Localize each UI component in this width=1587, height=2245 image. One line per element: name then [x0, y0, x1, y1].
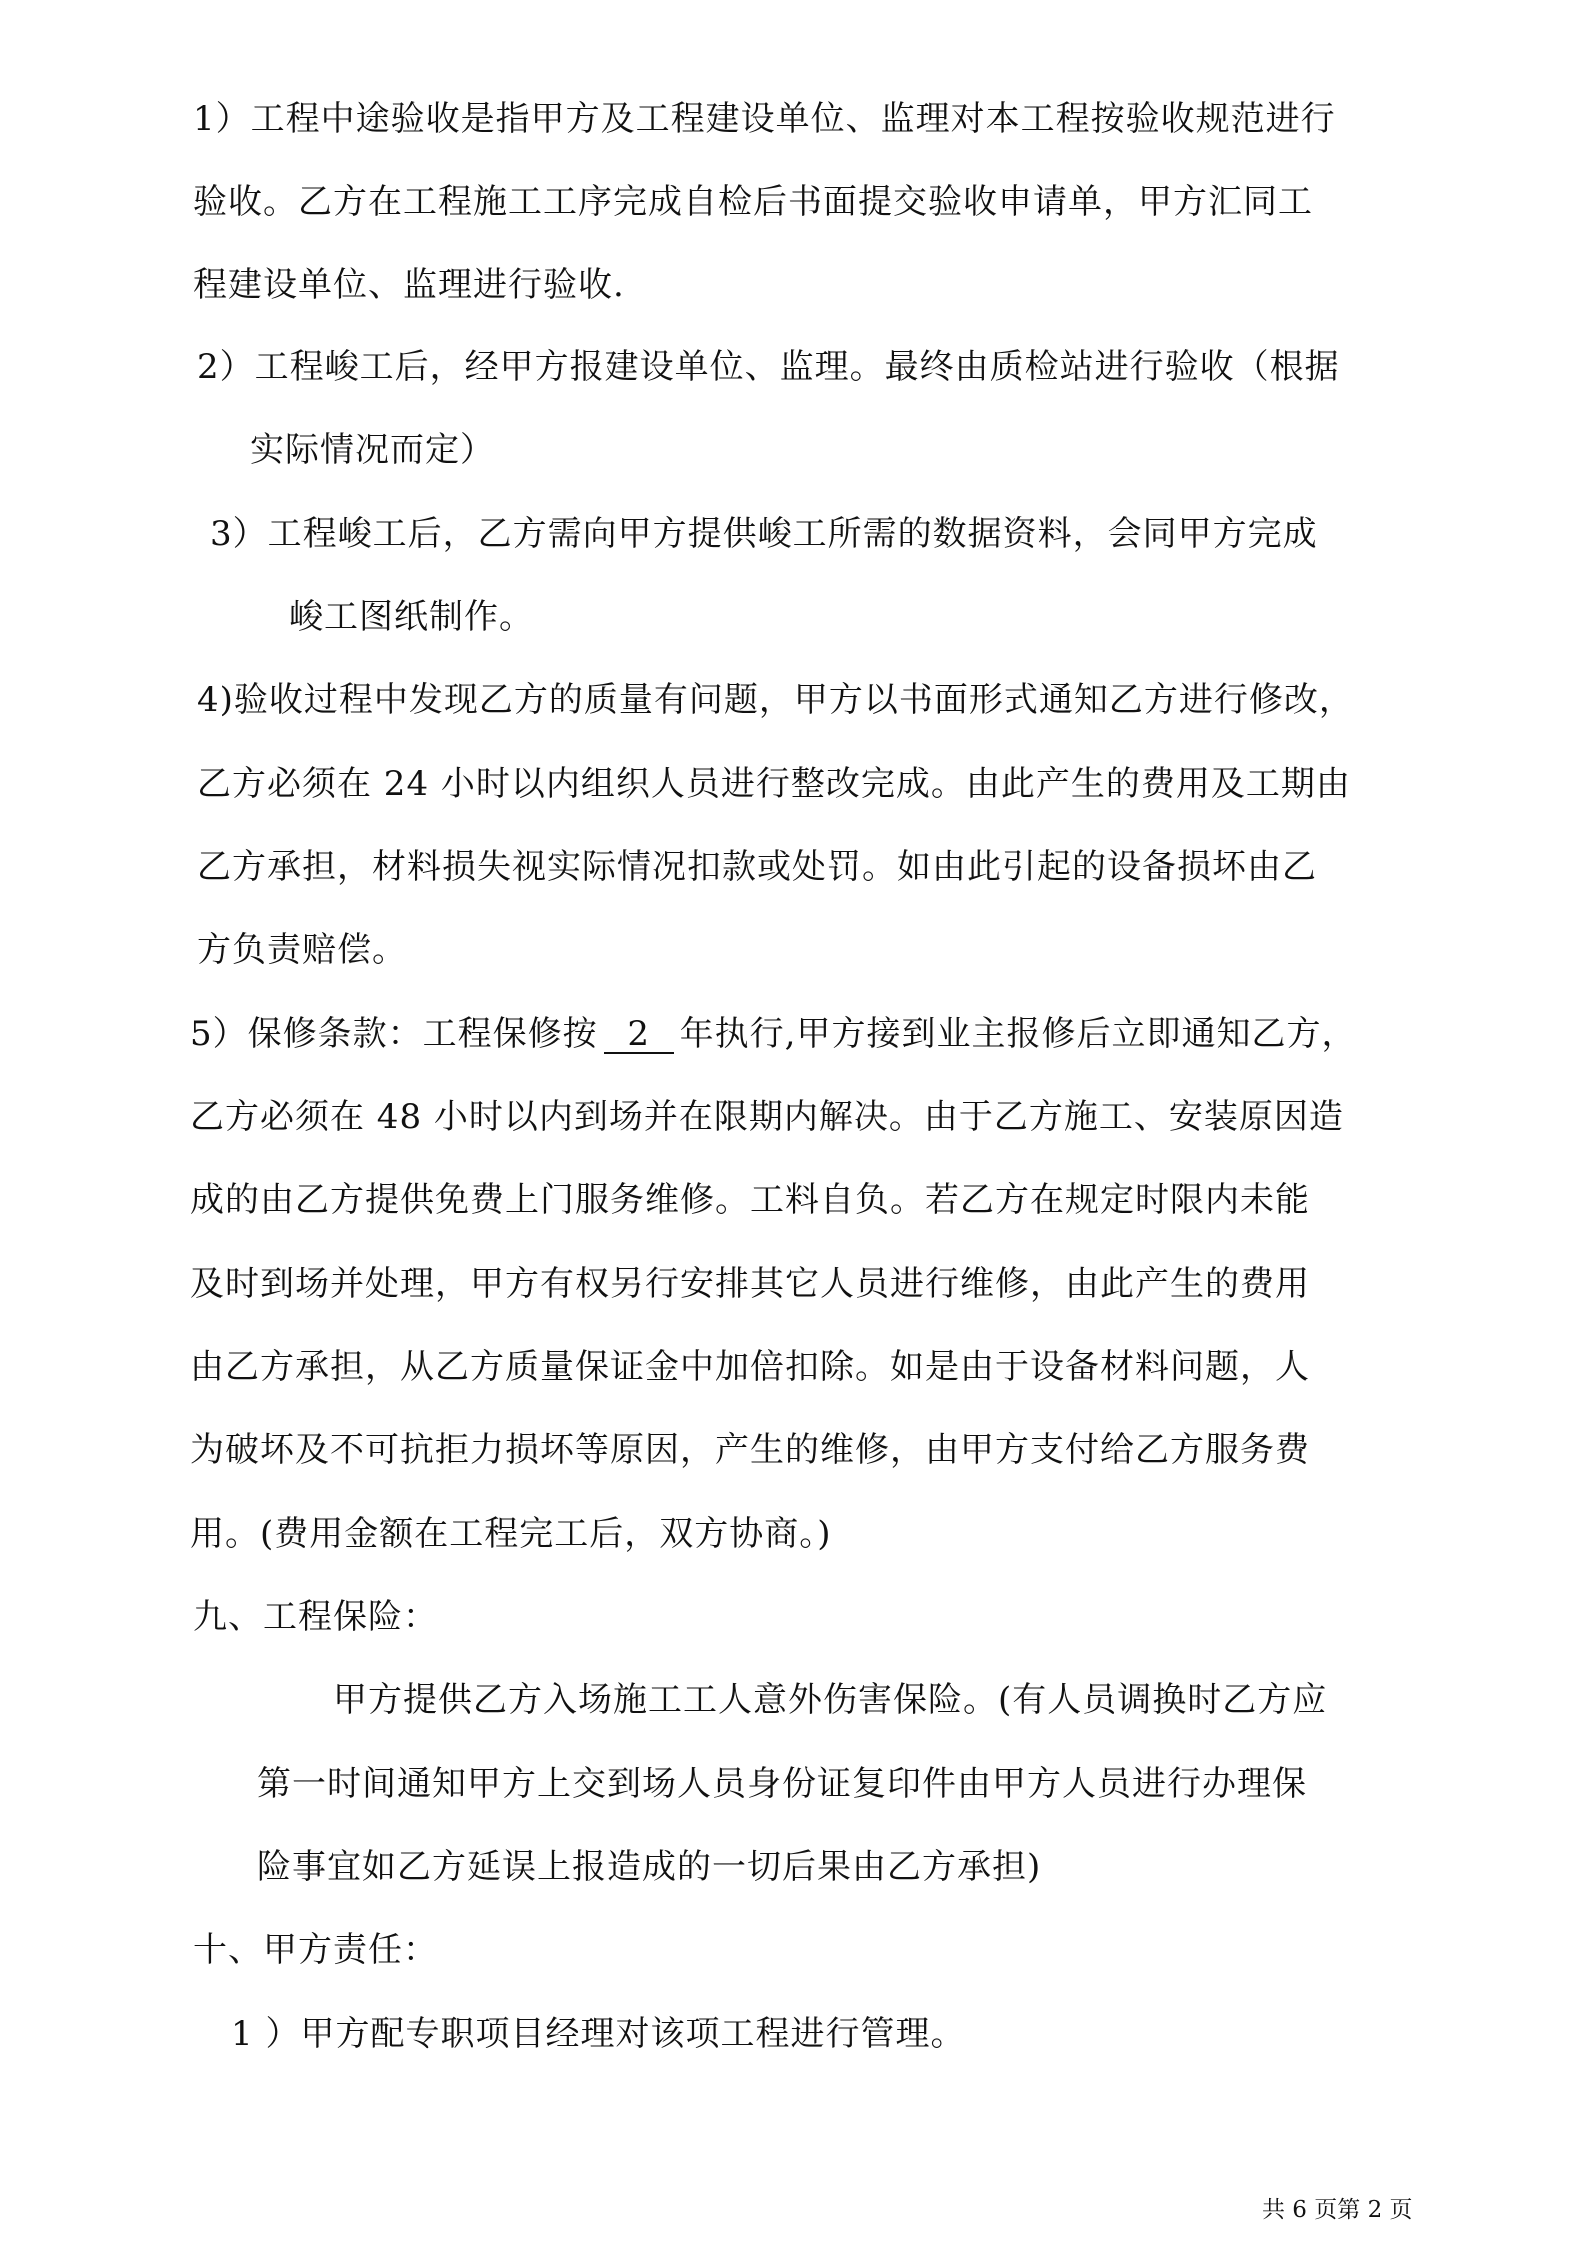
section-9-line-3: 险事宜如乙方延误上报造成的一切后果由乙方承担): [257, 1847, 1042, 1887]
section-10-line-1: 1 ）甲方配专职项目经理对该项工程进行管理。: [231, 2014, 966, 2054]
item-2-line-1: 2）工程峻工后，经甲方报建设单位、监理。最终由质检站进行验收（根据: [197, 347, 1340, 387]
warranty-years: 2: [604, 1016, 674, 1054]
item-1-line-2: 验收。乙方在工程施工工序完成自检后书面提交验收申请单，甲方汇同工: [193, 182, 1313, 222]
item-5-line-6: 为破坏及不可抗拒力损坏等原因，产生的维修，由甲方支付给乙方服务费: [190, 1430, 1310, 1470]
page-number-footer: 共 6 页第 2 页: [1262, 2197, 1413, 2223]
item-5-suffix: 年执行,甲方接到业主报修后立即通知乙方，: [679, 1014, 1357, 1054]
item-5-line-3: 成的由乙方提供免费上门服务维修。工料自负。若乙方在规定时限内未能: [190, 1180, 1310, 1220]
item-5-line-4: 及时到场并处理，甲方有权另行安排其它人员进行维修，由此产生的费用: [190, 1264, 1310, 1304]
item-1-line-1: 1）工程中途验收是指甲方及工程建设单位、监理对本工程按验收规范进行: [193, 99, 1336, 139]
item-4-line-3: 乙方承担，材料损失视实际情况扣款或处罚。如由此引起的设备损坏由乙: [197, 847, 1317, 887]
section-9-heading: 九、工程保险：: [193, 1597, 438, 1637]
item-2-line-2: 实际情况而定）: [250, 430, 495, 470]
item-5-line-7: 用。(费用金额在工程完工后，双方协商。): [190, 1514, 832, 1554]
item-3-line-1: 3）工程峻工后，乙方需向甲方提供峻工所需的数据资料，会同甲方完成: [210, 514, 1318, 554]
item-3-line-2: 峻工图纸制作。: [289, 597, 534, 637]
item-1-line-3: 程建设单位、监理进行验收.: [193, 265, 625, 305]
item-4-line-2: 乙方必须在 24 小时以内组织人员进行整改完成。由此产生的费用及工期由: [197, 764, 1351, 804]
item-5-line-2: 乙方必须在 48 小时以内到场并在限期内解决。由于乙方施工、安装原因造: [190, 1097, 1344, 1137]
item-5-line-5: 由乙方承担，从乙方质量保证金中加倍扣除。如是由于设备材料问题，人: [190, 1347, 1310, 1387]
section-9-line-1: 甲方提供乙方入场施工工人意外伤害保险。(有人员调换时乙方应: [333, 1680, 1328, 1720]
item-5-prefix: 5）保修条款：工程保修按: [190, 1014, 598, 1054]
item-4-line-4: 方负责赔偿。: [197, 930, 407, 970]
item-4-line-1: 4)验收过程中发现乙方的质量有问题，甲方以书面形式通知乙方进行修改，: [197, 680, 1354, 720]
item-5-line-1: [190, 1012, 1356, 1056]
section-9-line-2: 第一时间通知甲方上交到场人员身份证复印件由甲方人员进行办理保: [257, 1764, 1307, 1804]
section-10-heading: 十、甲方责任：: [193, 1930, 438, 1970]
